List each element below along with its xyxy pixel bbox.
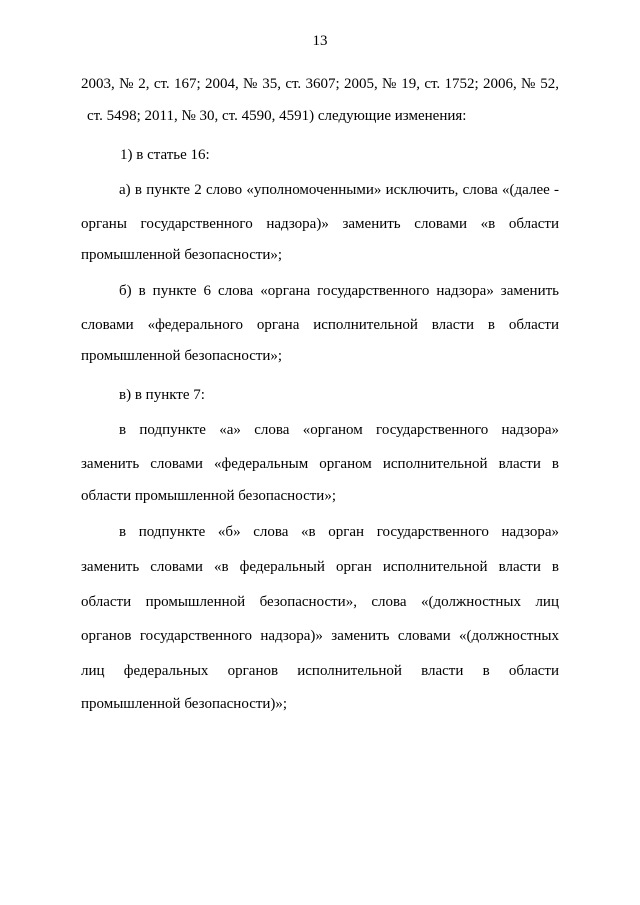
text-line: б) в пункте 6 слова «органа государственного надзора» заменить xyxy=(119,283,559,299)
text-line: органов государственного надзора)» заменить словами «(должностных xyxy=(81,628,559,644)
text-line: заменить словами «в федеральный орган исполнительной власти в xyxy=(81,559,559,575)
text-line: промышленной безопасности»; xyxy=(81,348,283,364)
text-line: органы государственного надзора)» заменить словами «в области xyxy=(81,216,559,232)
text-line: ст. 5498; 2011, № 30, ст. 4590, 4591) следующие изменения: xyxy=(87,108,467,124)
text-line: в подпункте «а» слова «органом государственного надзора» xyxy=(119,422,559,438)
text-line: а) в пункте 2 слово «уполномоченными» исключить, слова «(далее - xyxy=(119,182,559,198)
text-line: словами «федерального органа исполнительной власти в области xyxy=(81,317,559,333)
text-line: промышленной безопасности)»; xyxy=(81,696,288,712)
text-line: промышленной безопасности»; xyxy=(81,247,283,263)
text-line: заменить словами «федеральным органом исполнительной власти в xyxy=(81,456,559,472)
text-line: 2003, № 2, ст. 167; 2004, № 35, ст. 3607; 2005, № 19, ст. 1752; 2006, № 52, xyxy=(81,76,559,92)
text-line: области промышленной безопасности», слова «(должностных лиц xyxy=(81,594,559,610)
text-line: в) в пункте 7: xyxy=(119,387,205,403)
text-line: лиц федеральных органов исполнительной власти в области xyxy=(81,663,559,679)
text-line: в подпункте «б» слова «в орган государственного надзора» xyxy=(119,524,559,540)
list-item-heading: 1) в статье 16: xyxy=(120,147,210,163)
page-number: 13 xyxy=(312,33,328,49)
text-line: области промышленной безопасности»; xyxy=(81,488,336,504)
